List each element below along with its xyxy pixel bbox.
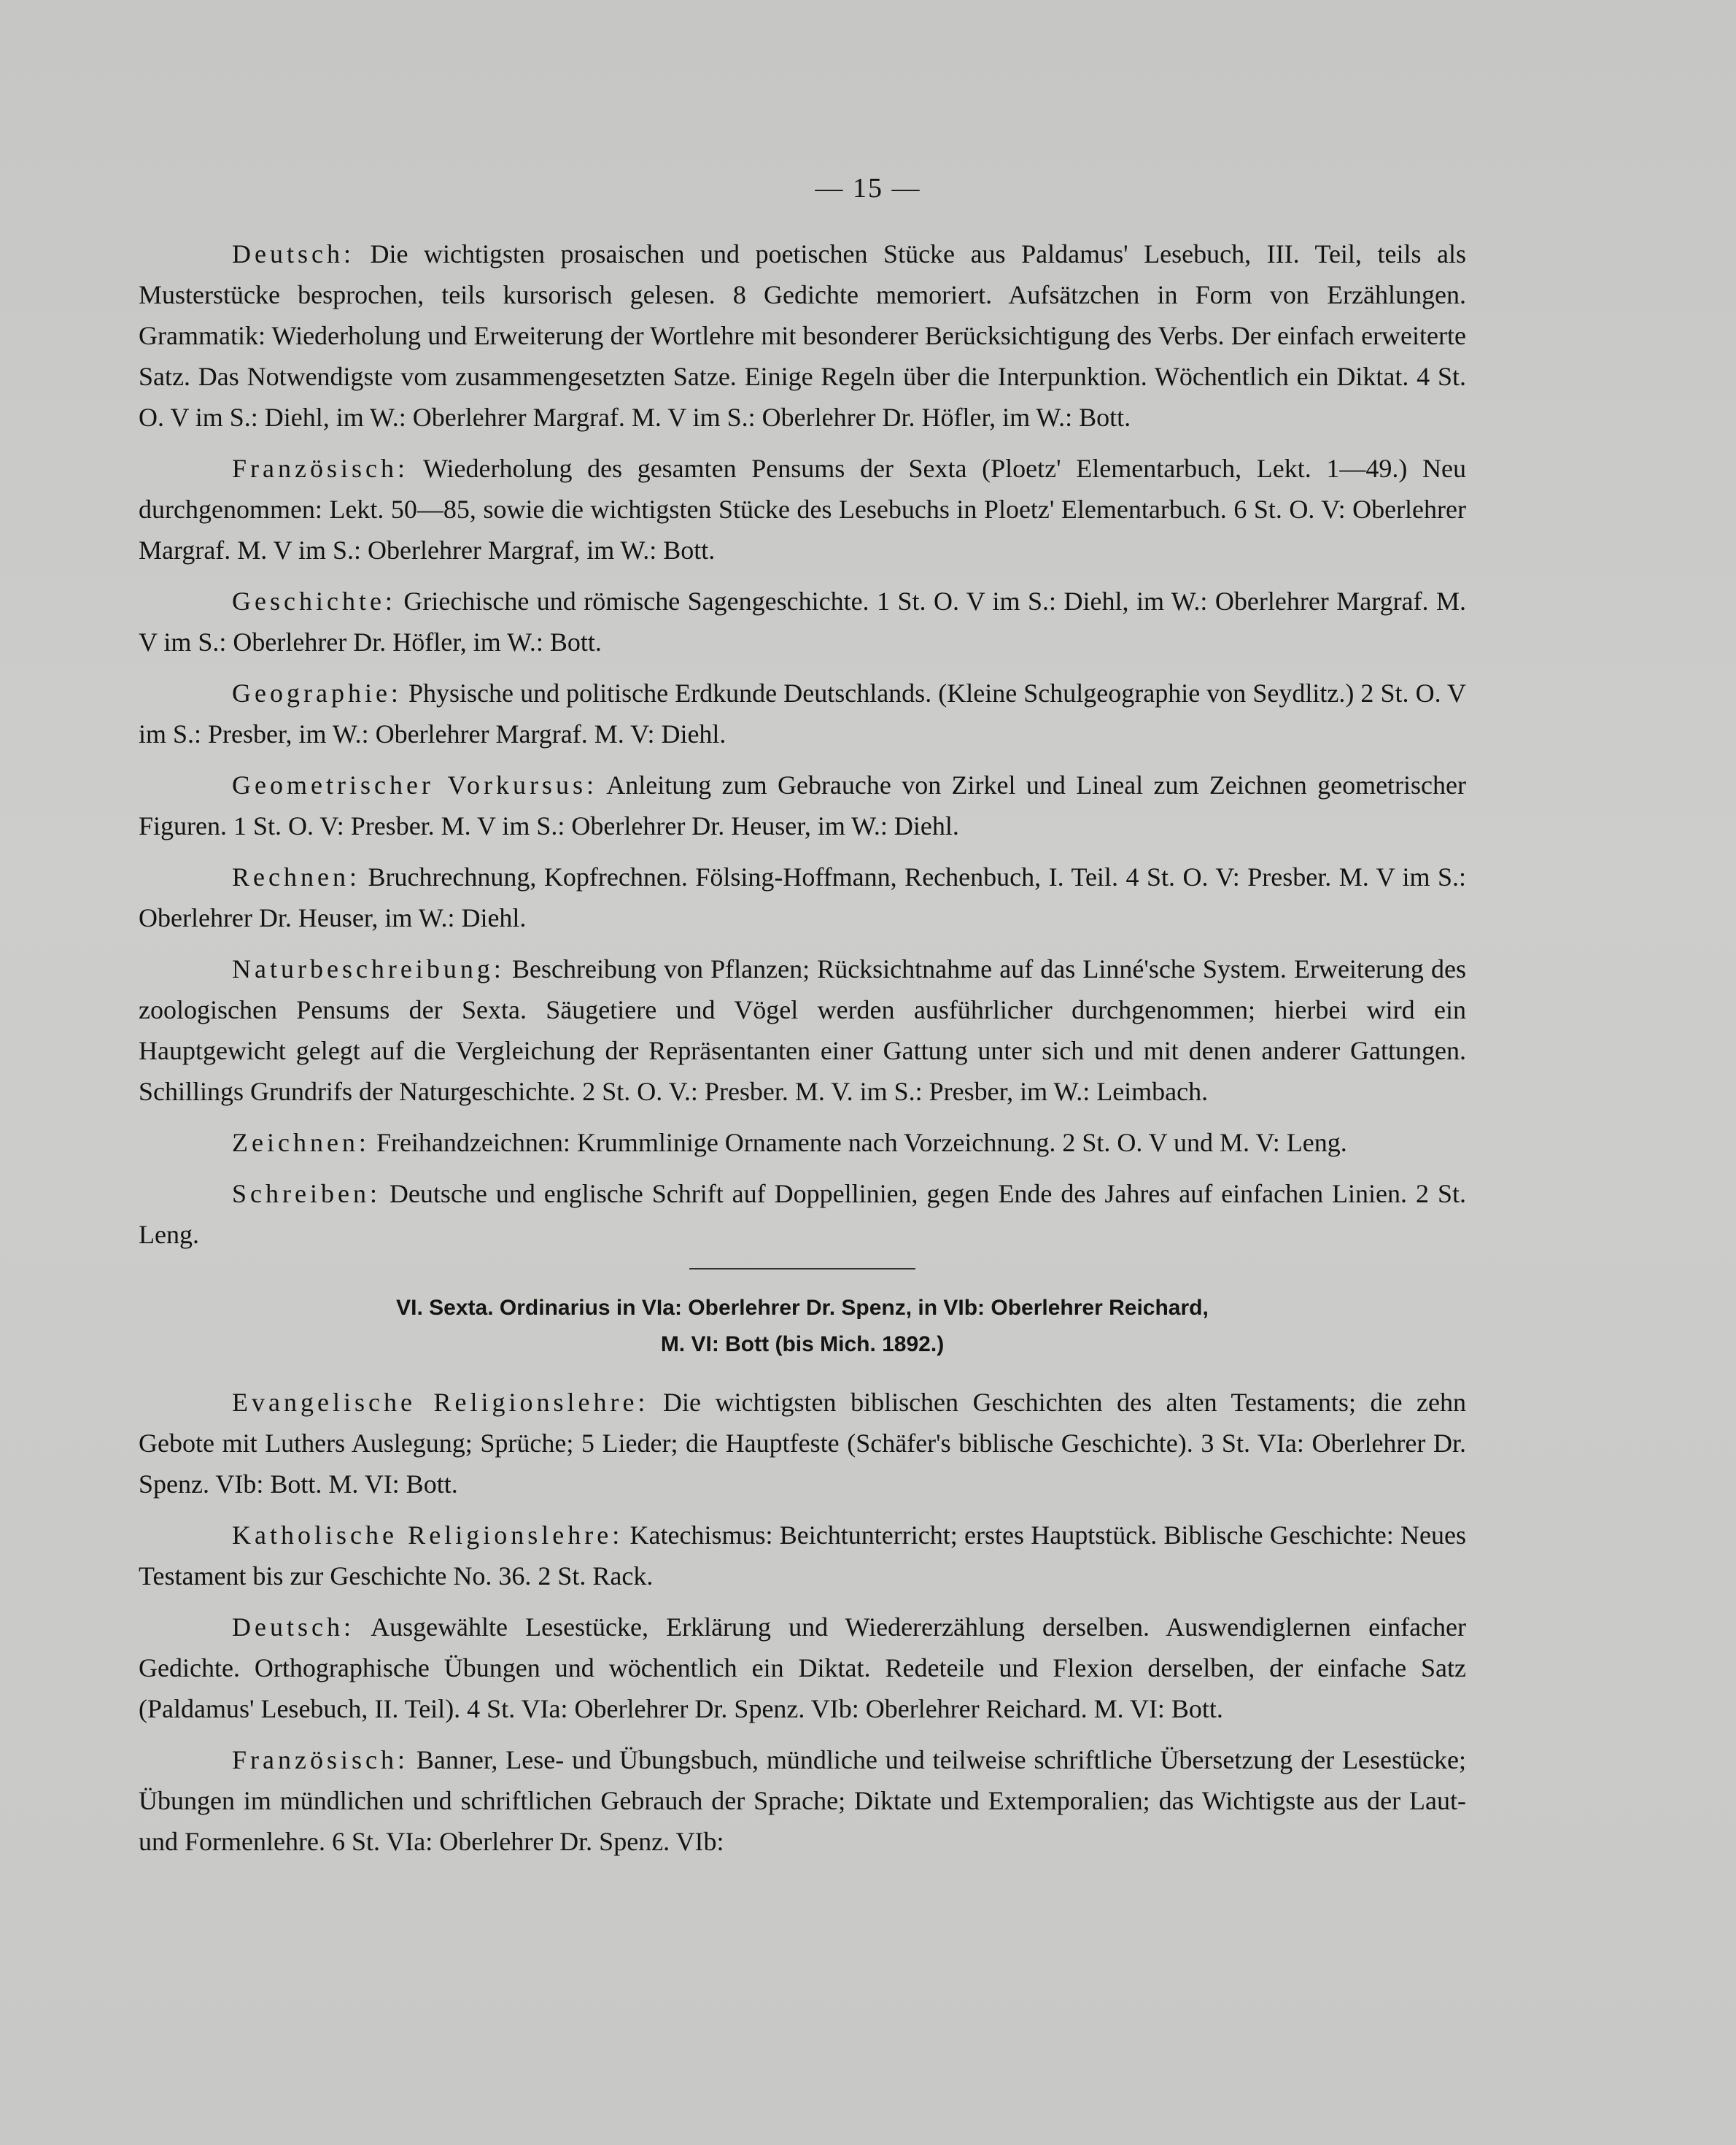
page-number: — 15 — xyxy=(815,173,921,204)
paragraph-franzoesisch-v xyxy=(139,448,1466,571)
paragraph-text: Physische und politische Erdkunde Deutschlands. (Kleine Schulgeographie von Seydlitz.) 2 St. O. V im S.: Presber, im W.: Oberlehrer Margraf. M. V: Diehl. xyxy=(139,679,1466,749)
paragraph-text: Die wichtigsten prosaischen und poetischen Stücke aus Paldamus' Lesebuch, III. Teil, teils als Musterstücke besprochen, teils kursorisch gelesen. 8 Gedichte memoriert. Aufsätzchen in Form von Erzählungen. Grammatik: Wiederholung und Erweiterung der Wortlehre mit besonderer Berücksichtigung des Verbs. Der einfach erweiterte Satz. Das Notwendigste vom zusammengesetzten Satze. Einige Regeln über die Interpunktion. Wöchentlich ein Diktat. 4 St. O. V im S.: Diehl, im W.: Oberlehrer Margraf. M. V im S.: Oberlehrer Dr. Höfler, im W.: Bott. xyxy=(139,239,1466,432)
page-body xyxy=(139,233,1466,1872)
heading-line-2: M. VI: Bott (bis Mich. 1892.) xyxy=(660,1332,945,1356)
subject-label: Zeichnen: xyxy=(232,1128,370,1157)
subject-label: Französisch: xyxy=(232,1745,408,1774)
paragraph-text: Anleitung zum Gebrauche von Zirkel und Lineal zum Zeichnen geometrischer Figuren. 1 St. O. V: Presber. M. V im S.: Oberlehrer Dr. Heuser, im W.: Diehl. xyxy=(139,770,1466,840)
subject-label: Deutsch: xyxy=(232,1612,354,1642)
subject-label: Evangelische Religionslehre: xyxy=(232,1388,649,1417)
paragraph-geometrie-v xyxy=(139,765,1466,846)
paragraph-rechnen-v xyxy=(139,857,1466,938)
paragraph-text: Deutsche und englische Schrift auf Doppellinien, gegen Ende des Jahres auf einfachen Linien. 2 St. Leng. xyxy=(139,1179,1466,1249)
paragraph-text: Bruchrechnung, Kopfrechnen. Fölsing-Hoffmann, Rechenbuch, I. Teil. 4 St. O. V: Presber. M. V im S.: Oberlehrer Dr. Heuser, im W.: Diehl. xyxy=(139,862,1466,932)
paragraph-geographie-v xyxy=(139,673,1466,754)
subject-label: Geographie: xyxy=(232,679,402,708)
subject-label: Französisch: xyxy=(232,454,408,483)
subject-label: Geschichte: xyxy=(232,587,396,616)
paragraph-kath-religion-vi xyxy=(139,1515,1466,1596)
paragraph-text: Wiederholung des gesamten Pensums der Sexta (Ploetz' Elementarbuch, Lekt. 1—49.) Neu durchgenommen: Lekt. 50—85, sowie die wichtigsten Stücke des Lesebuchs in Ploetz' Elementarbuch. 6 St. O. V: Oberlehrer Margraf. M. V im S.: Oberlehrer Margraf, im W.: Bott. xyxy=(139,454,1466,565)
paragraph-text: Die wichtigsten biblischen Geschichten des alten Testaments; die zehn Gebote mit Luthers Auslegung; Sprüche; 5 Lieder; die Hauptfeste (Schäfer's biblische Geschichte). 3 St. VIa: Oberlehrer Dr. Spenz. VIb: Bott. M. VI: Bott. xyxy=(139,1388,1466,1499)
paragraph-text: Katechismus: Beichtunterricht; erstes Hauptstück. Biblische Geschichte: Neues Testament bis zur Geschichte No. 36. 2 St. Rack. xyxy=(139,1520,1467,1591)
heading-line-1: VI. Sexta. Ordinarius in VIa: Oberlehrer Dr. Spenz, in VIb: Oberlehrer Reichard, xyxy=(396,1296,1209,1320)
subject-label: Schreiben: xyxy=(232,1179,381,1208)
paragraph-geschichte-v xyxy=(139,581,1466,662)
paragraph-ev-religion-vi xyxy=(139,1382,1466,1504)
paragraph-text: Ausgewählte Lesestücke, Erklärung und Wiedererzählung derselben. Auswendiglernen einfacher Gedichte. Orthographische Übungen und wöchentlich ein Diktat. Redeteile und Flexion derselben, der einfache Satz (Paldamus' Lesebuch, II. Teil). 4 St. VIa: Oberlehrer Dr. Spenz. VIb: Oberlehrer Reichard. M. VI: Bott. xyxy=(139,1612,1466,1723)
subject-label: Naturbeschreibung: xyxy=(232,954,505,983)
subject-label: Deutsch: xyxy=(232,239,354,268)
paragraph-text: Griechische und römische Sagengeschichte. 1 St. O. V im S.: Diehl, im W.: Oberlehrer Margraf. M. V im S.: Oberlehrer Dr. Höfler, im W.: Bott. xyxy=(139,587,1466,657)
paragraph-deutsch-v xyxy=(139,233,1466,438)
subject-label: Katholische Religionslehre: xyxy=(232,1520,624,1550)
paragraph-text: Freihandzeichnen: Krummlinige Ornamente nach Vorzeichnung. 2 St. O. V und M. V: Leng. xyxy=(369,1128,1347,1157)
paragraph-deutsch-vi xyxy=(139,1607,1466,1729)
section-divider xyxy=(689,1268,915,1269)
paragraph-franzoesisch-vi xyxy=(139,1739,1466,1862)
section-heading-sexta xyxy=(139,1290,1466,1363)
paragraph-text: Banner, Lese- und Übungsbuch, mündliche und teilweise schriftliche Übersetzung der Lesestücke; Übungen im mündlichen und schriftlichen Gebrauch der Sprache; Diktate und Extemporalien; das Wichtigste aus der Laut- und Formenlehre. 6 St. VIa: Oberlehrer Dr. Spenz. VIb: xyxy=(139,1745,1466,1856)
paragraph-text: Beschreibung von Pflanzen; Rücksichtnahme auf das Linné'sche System. Erweiterung des zoologischen Pensums der Sexta. Säugetiere und Vögel werden ausführlicher durchgenommen; hierbei wird ein Hauptgewicht gelegt auf die Vergleichung der Repräsentanten einer Gattung unter sich und mit denen anderer Gattungen. Schillings Grundrifs der Naturgeschichte. 2 St. O. V.: Presber. M. V. im S.: Presber, im W.: Leimbach. xyxy=(139,954,1466,1106)
paragraph-zeichnen-v xyxy=(139,1122,1466,1163)
subject-label: Rechnen: xyxy=(232,862,360,892)
paragraph-schreiben-v xyxy=(139,1173,1466,1255)
paragraph-naturbeschreibung-v xyxy=(139,948,1466,1112)
subject-label: Geometrischer Vorkursus: xyxy=(232,770,597,800)
